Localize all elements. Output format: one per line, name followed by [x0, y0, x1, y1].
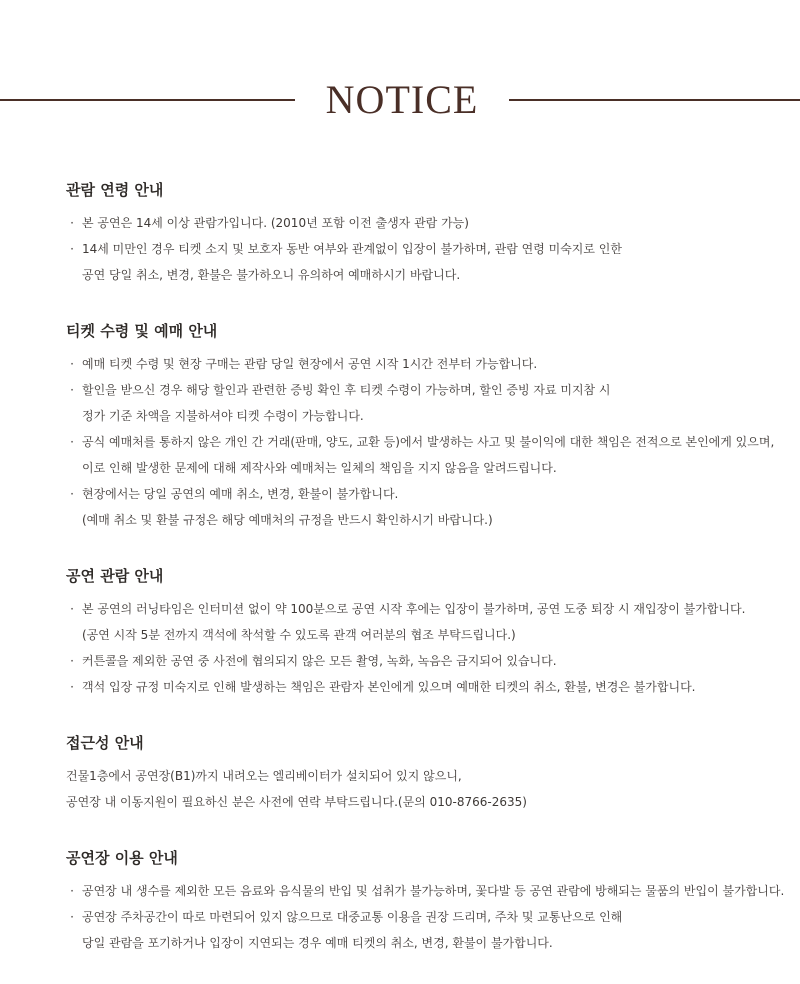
- notice-list: [66, 351, 776, 533]
- bullet-icon: ·: [70, 242, 74, 256]
- list-item: [66, 351, 776, 377]
- bullet-icon: ·: [70, 357, 74, 371]
- section-heading: 관람 연령 안내: [66, 181, 164, 199]
- notice-section: [66, 731, 776, 815]
- notice-section: [66, 319, 776, 533]
- list-item-text: 정가 기준 차액을 지불하셔야 티켓 수령이 가능합니다.: [82, 409, 364, 423]
- section-heading: 공연장 이용 안내: [66, 849, 178, 867]
- list-item: [66, 596, 776, 648]
- notice-content: [66, 178, 785, 956]
- bullet-icon: ·: [70, 383, 74, 397]
- list-item: [66, 236, 776, 288]
- section-gap: [66, 700, 776, 731]
- notice-list: [66, 596, 776, 700]
- list-item-text: 본 공연의 러닝타임은 인터미션 없이 약 100분으로 공연 시작 후에는 입장이 불가하며, 공연 도중 퇴장 시 재입장이 불가합니다.: [82, 602, 746, 616]
- bullet-icon: ·: [70, 602, 74, 616]
- section-heading: 접근성 안내: [66, 734, 144, 752]
- paragraph-line: 건물1층에서 공연장(B1)까지 내려오는 엘리베이터가 설치되어 있지 않으니,: [66, 769, 462, 783]
- bullet-icon: ·: [70, 654, 74, 668]
- list-item-text: 예매 티켓 수령 및 현장 구매는 관람 당일 현장에서 공연 시작 1시간 전부터 가능합니다.: [82, 357, 538, 371]
- header-rule-right: [509, 99, 800, 101]
- bullet-icon: ·: [70, 680, 74, 694]
- list-item-text: 당일 관람을 포기하거나 입장이 지연되는 경우 예매 티켓의 취소, 변경, 환불이 불가합니다.: [82, 936, 553, 950]
- section-gap: [66, 533, 776, 564]
- list-item: [66, 481, 776, 533]
- section-heading: 공연 관람 안내: [66, 567, 164, 585]
- list-item-text: 커튼콜을 제외한 공연 중 사전에 협의되지 않은 모든 촬영, 녹화, 녹음은 금지되어 있습니다.: [82, 654, 557, 668]
- list-item-text: 공연장 주차공간이 따로 마련되어 있지 않으므로 대중교통 이용을 권장 드리며, 주차 및 교통난으로 인해: [82, 910, 623, 924]
- notice-header: [0, 78, 800, 122]
- notice-list: [66, 210, 776, 288]
- notice-section: [66, 178, 776, 288]
- list-item-text: 공연장 내 생수를 제외한 모든 음료와 음식물의 반입 및 섭취가 불가능하며, 꽃다발 등 공연 관람에 방해되는 물품의 반입이 불가합니다.: [82, 884, 785, 898]
- notice-list: [66, 878, 785, 956]
- list-item: [66, 429, 776, 481]
- list-item: [66, 377, 776, 429]
- list-item: [66, 878, 785, 904]
- list-item-text: 공연 당일 취소, 변경, 환불은 불가하오니 유의하여 예매하시기 바랍니다.: [82, 268, 461, 282]
- list-item-text: 본 공연은 14세 이상 관람가입니다. (2010년 포함 이전 출생자 관람 가능): [82, 216, 469, 230]
- section-paragraph: [66, 763, 776, 815]
- section-heading: 티켓 수령 및 예매 안내: [66, 322, 218, 340]
- bullet-icon: ·: [70, 435, 74, 449]
- list-item: [66, 904, 776, 956]
- list-item-text: (예매 취소 및 환불 규정은 해당 예매처의 규정을 반드시 확인하시기 바랍니다.): [82, 513, 493, 527]
- list-item-text: 공식 예매처를 통하지 않은 개인 간 거래(판매, 양도, 교환 등)에서 발생하는 사고 및 불이익에 대한 책임은 전적으로 본인에게 있으며,: [82, 435, 775, 449]
- section-gap: [66, 288, 776, 319]
- list-item-text: 객석 입장 규정 미숙지로 인해 발생하는 책임은 관람자 본인에게 있으며 예매한 티켓의 취소, 환불, 변경은 불가합니다.: [82, 680, 696, 694]
- notice-section: [66, 846, 785, 956]
- list-item-text: 이로 인해 발생한 문제에 대해 제작사와 예매처는 일체의 책임을 지지 않음을 알려드립니다.: [82, 461, 557, 475]
- notice-section: [66, 564, 776, 700]
- list-item-text: (공연 시작 5분 전까지 객석에 착석할 수 있도록 관객 여러분의 협조 부탁드립니다.): [82, 628, 516, 642]
- header-rule-left: [0, 99, 295, 101]
- list-item: [66, 648, 776, 674]
- list-item-text: 현장에서는 당일 공연의 예매 취소, 변경, 환불이 불가합니다.: [82, 487, 399, 501]
- section-gap: [66, 815, 776, 846]
- list-item: [66, 674, 776, 700]
- list-item-text: 14세 미만인 경우 티켓 소지 및 보호자 동반 여부와 관계없이 입장이 불가하며, 관람 연령 미숙지로 인한: [82, 242, 622, 256]
- list-item-text: 할인을 받으신 경우 해당 할인과 관련한 증빙 확인 후 티켓 수령이 가능하며, 할인 증빙 자료 미지참 시: [82, 383, 611, 397]
- bullet-icon: ·: [70, 487, 74, 501]
- bullet-icon: ·: [70, 216, 74, 230]
- paragraph-line: 공연장 내 이동지원이 필요하신 분은 사전에 연락 부탁드립니다.(문의 010-8766-2635): [66, 795, 527, 809]
- list-item: [66, 210, 776, 236]
- bullet-icon: ·: [70, 910, 74, 924]
- bullet-icon: ·: [70, 884, 74, 898]
- page-title: NOTICE: [325, 77, 479, 122]
